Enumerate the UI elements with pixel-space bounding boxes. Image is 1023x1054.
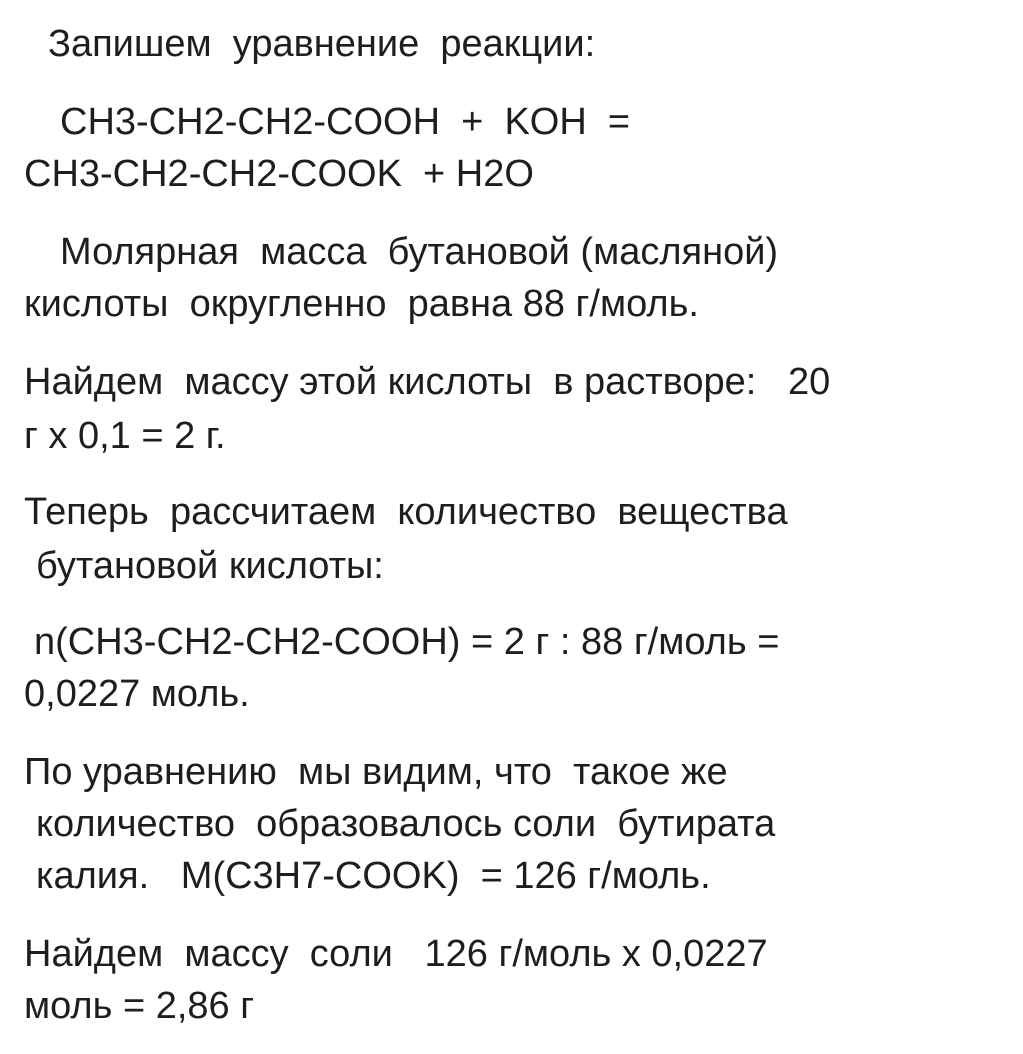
salt-amount-line-1: По уравнению мы видим, что такое же xyxy=(24,751,728,793)
molar-mass-line-1: Молярная масса бутановой (масляной) xyxy=(60,231,779,273)
acid-mass-line-1: Найдем массу этой кислоты в растворе: 20 xyxy=(24,361,831,403)
molar-mass-line-2: кислоты округленно равна 88 г/моль. xyxy=(24,283,699,325)
salt-amount-line-3: калия. M(C3H7-COOK) = 126 г/моль. xyxy=(36,855,711,897)
amount-calc-line-2: 0,0227 моль. xyxy=(24,673,250,715)
salt-amount-line-2: количество образовалось соли бутирата xyxy=(36,803,776,845)
equation-line-2: CH3-CH2-CH2-COOK + H2O xyxy=(24,153,534,195)
salt-mass-line-1: Найдем массу соли 126 г/моль х 0,0227 xyxy=(24,933,768,975)
amount-calc-line-1: n(CH3-CH2-CH2-COOH) = 2 г : 88 г/моль = xyxy=(34,621,780,663)
equation-line-1: CH3-CH2-CH2-COOH + KOH = xyxy=(60,101,631,143)
intro-line: Запишем уравнение реакции: xyxy=(48,23,596,65)
acid-mass-line-2: г х 0,1 = 2 г. xyxy=(24,415,226,457)
salt-mass-line-2: моль = 2,86 г xyxy=(24,985,255,1027)
amount-intro-line-1: Теперь рассчитаем количество вещества xyxy=(24,491,788,533)
amount-intro-line-2: бутановой кислоты: xyxy=(36,545,384,587)
